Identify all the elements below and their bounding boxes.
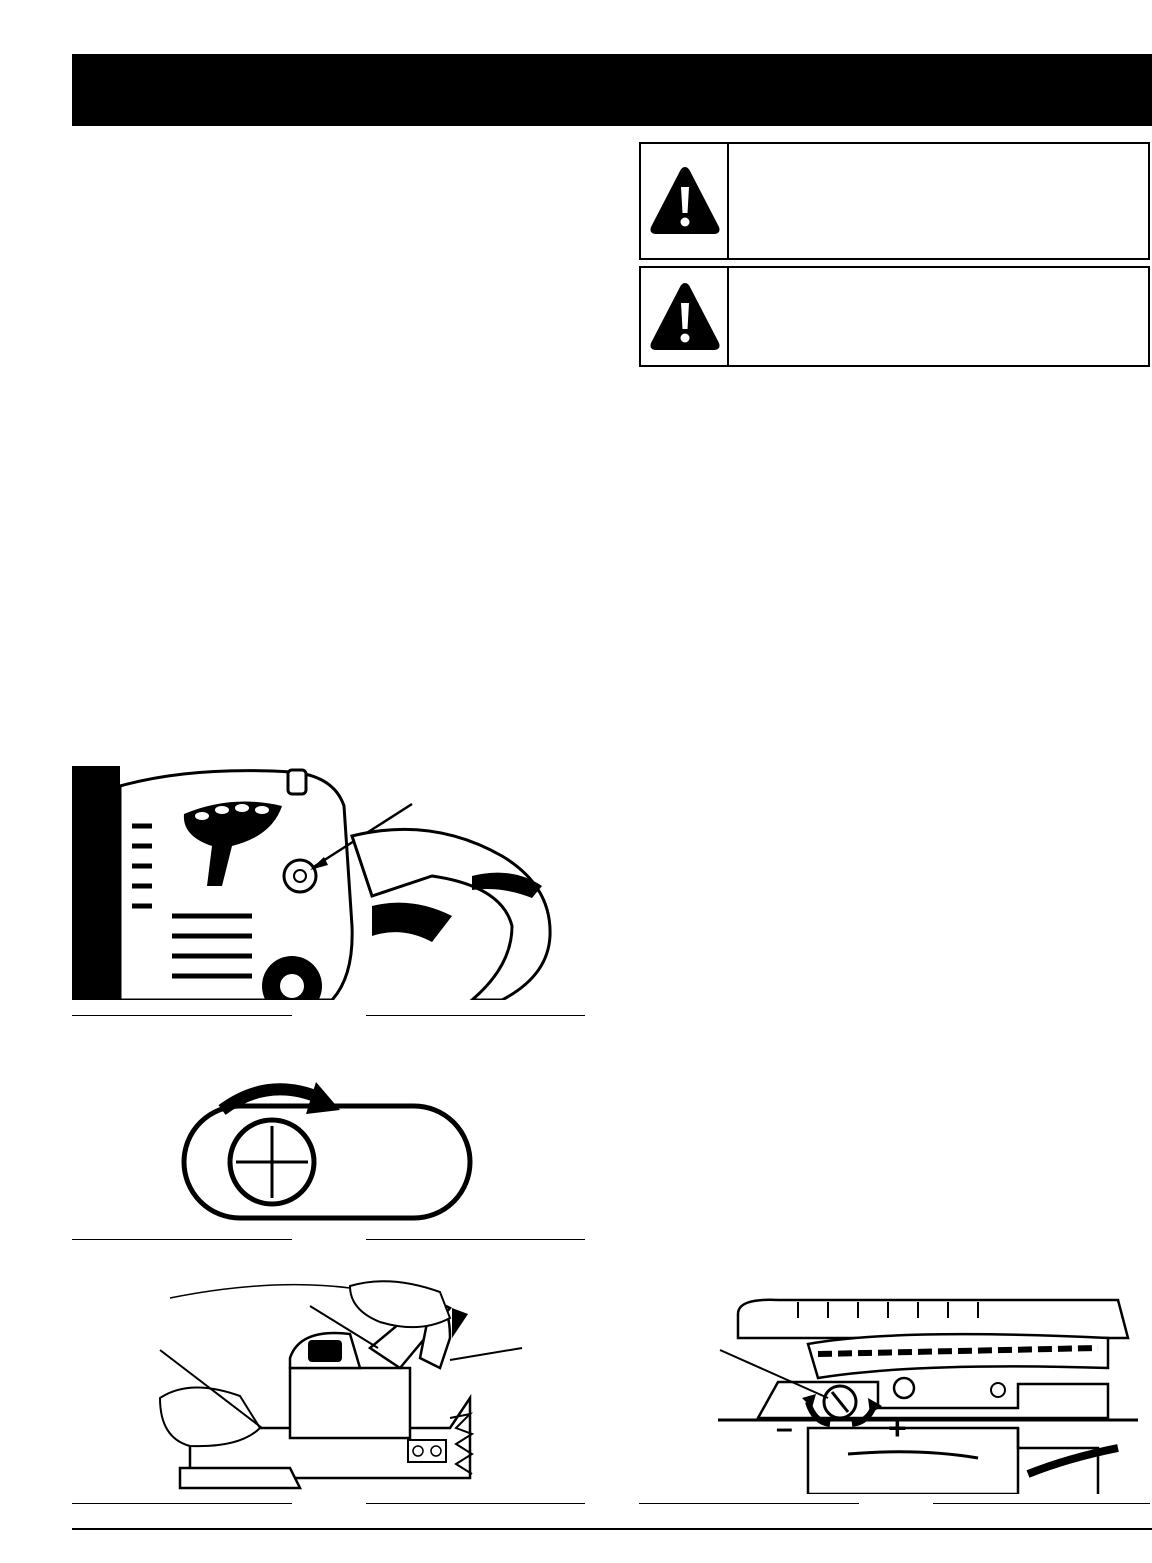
- caption-rule: [72, 1503, 292, 1504]
- footer-rule: [72, 1528, 1152, 1530]
- figure-cap-rotation-diagram: [178, 1080, 478, 1226]
- warning-icon-cell: [641, 268, 729, 365]
- figure-oil-cap-illustration: [72, 766, 567, 1000]
- caption-rule: [366, 1015, 585, 1016]
- warning-box-1: [639, 142, 1150, 260]
- warning-triangle-icon: [648, 163, 722, 237]
- caption-rule: [366, 1503, 585, 1504]
- caption-rule: [72, 1239, 292, 1240]
- caption-rule: [933, 1503, 1150, 1504]
- caption-rule: [639, 1503, 859, 1504]
- figure-oil-adjust-illustration: [718, 1298, 1138, 1494]
- caption-rule: [72, 1015, 292, 1016]
- warning-triangle-icon: [648, 279, 722, 353]
- warning-icon-cell: [641, 144, 729, 258]
- increase-label: +: [888, 1410, 907, 1446]
- figure-chain-brake-illustration: [150, 1278, 525, 1496]
- warning-box-2: [639, 266, 1150, 367]
- decrease-label: –: [776, 1412, 793, 1445]
- caption-rule: [366, 1239, 585, 1240]
- section-header-bar: [72, 54, 1152, 126]
